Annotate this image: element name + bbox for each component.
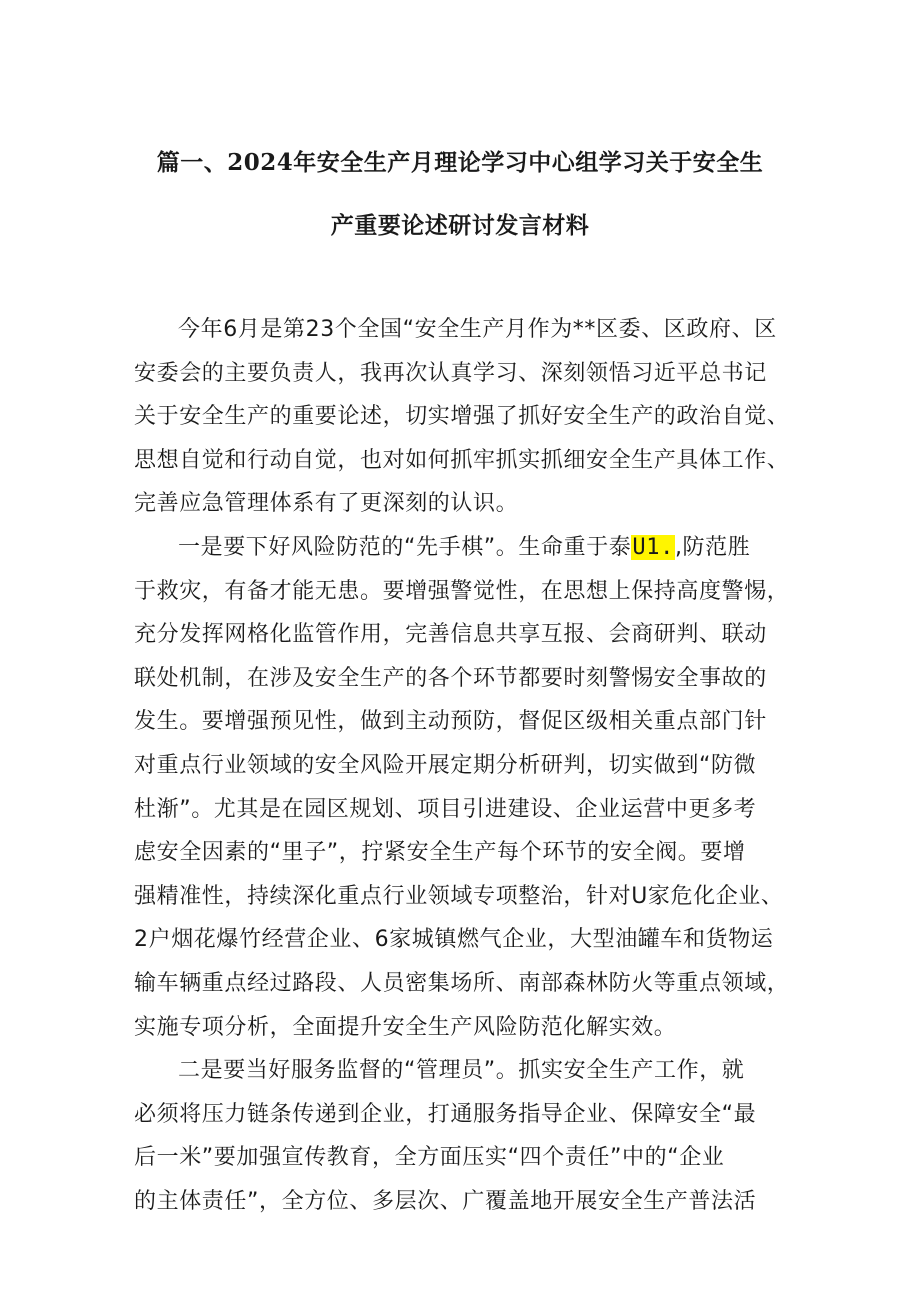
document-title-line-2: 产重要论述研讨发言材料 <box>330 212 590 239</box>
paragraph-line: 虑安全因素的“里子”，拧紧安全生产每个环节的安全阀。要增 <box>134 840 746 866</box>
paragraph-intro <box>134 308 794 526</box>
paragraph-line: 思想自觉和行动自觉，也对如何抓牢抓实抓细安全生产具体工作、 <box>134 447 790 473</box>
paragraph-line: 后一米”要加强宣传教育，全方面压实“四个责任”中的“企业 <box>134 1145 725 1171</box>
line-text: 一是要下好风险防范的“先手棋”。生命重于泰 <box>178 534 632 560</box>
paragraph-line: 输车辆重点经过路段、人员密集场所、南部森林防火等重点领域， <box>134 970 790 996</box>
paragraph-line <box>134 526 794 570</box>
line-text: ,防范胜 <box>674 534 751 560</box>
paragraph-line: 关于安全生产的重要论述，切实增强了抓好安全生产的政治自觉、 <box>134 404 790 430</box>
paragraph-line: 完善应急管理体系有了更深刻的认识。 <box>134 491 519 517</box>
highlighted-text: U1. <box>632 534 674 560</box>
paragraph-line: 联处机制，在涉及安全生产的各个环节都要时刻警惕安全事故的 <box>134 665 767 691</box>
paragraph-line: 充分发挥网格化监管作用，完善信息共享互报、会商研判、联动 <box>134 622 767 648</box>
paragraph-line: 于救灾，有备才能无患。要增强警觉性，在思想上保持高度警惕， <box>134 578 790 604</box>
paragraph-line: 实施专项分析，全面提升安全生产风险防范化解实效。 <box>134 1014 677 1040</box>
paragraph-line: 2户烟花爆竹经营企业、6家城镇燃气企业，大型油罐车和货物运 <box>134 927 774 953</box>
paragraph-line: 的主体责任”，全方位、多层次、广覆盖地开展安全生产普法活 <box>134 1188 757 1214</box>
paragraph-risk-prevention <box>134 526 794 1049</box>
document-body <box>134 308 794 1223</box>
paragraph-line: 二是要当好服务监督的“管理员”。抓实安全生产工作，就 <box>178 1058 745 1084</box>
paragraph-line: 发生。要增强预见性，做到主动预防，督促区级相关重点部门针 <box>134 709 767 735</box>
paragraph-line: 必须将压力链条传递到企业，打通服务指导企业、保障安全“最 <box>134 1101 757 1127</box>
paragraph-service-supervision <box>134 1049 794 1223</box>
paragraph-line: 强精准性，持续深化重点行业领域专项整治，针对U家危化企业、 <box>134 883 784 909</box>
paragraph-line: 对重点行业领域的安全风险开展定期分析研判，切实做到“防微 <box>134 752 757 778</box>
paragraph-line: 杜渐”。尤其是在园区规划、项目引进建设、企业运营中更多考 <box>134 796 757 822</box>
paragraph-line: 今年6月是第23个全国“安全生产月作为**区委、区政府、区 <box>178 317 777 342</box>
document-title-line-1: 篇一、2024年安全生产月理论学习中心组学习关于安全生 <box>156 149 764 176</box>
paragraph-line: 安委会的主要负责人，我再次认真学习、深刻领悟习近平总书记 <box>134 360 767 386</box>
